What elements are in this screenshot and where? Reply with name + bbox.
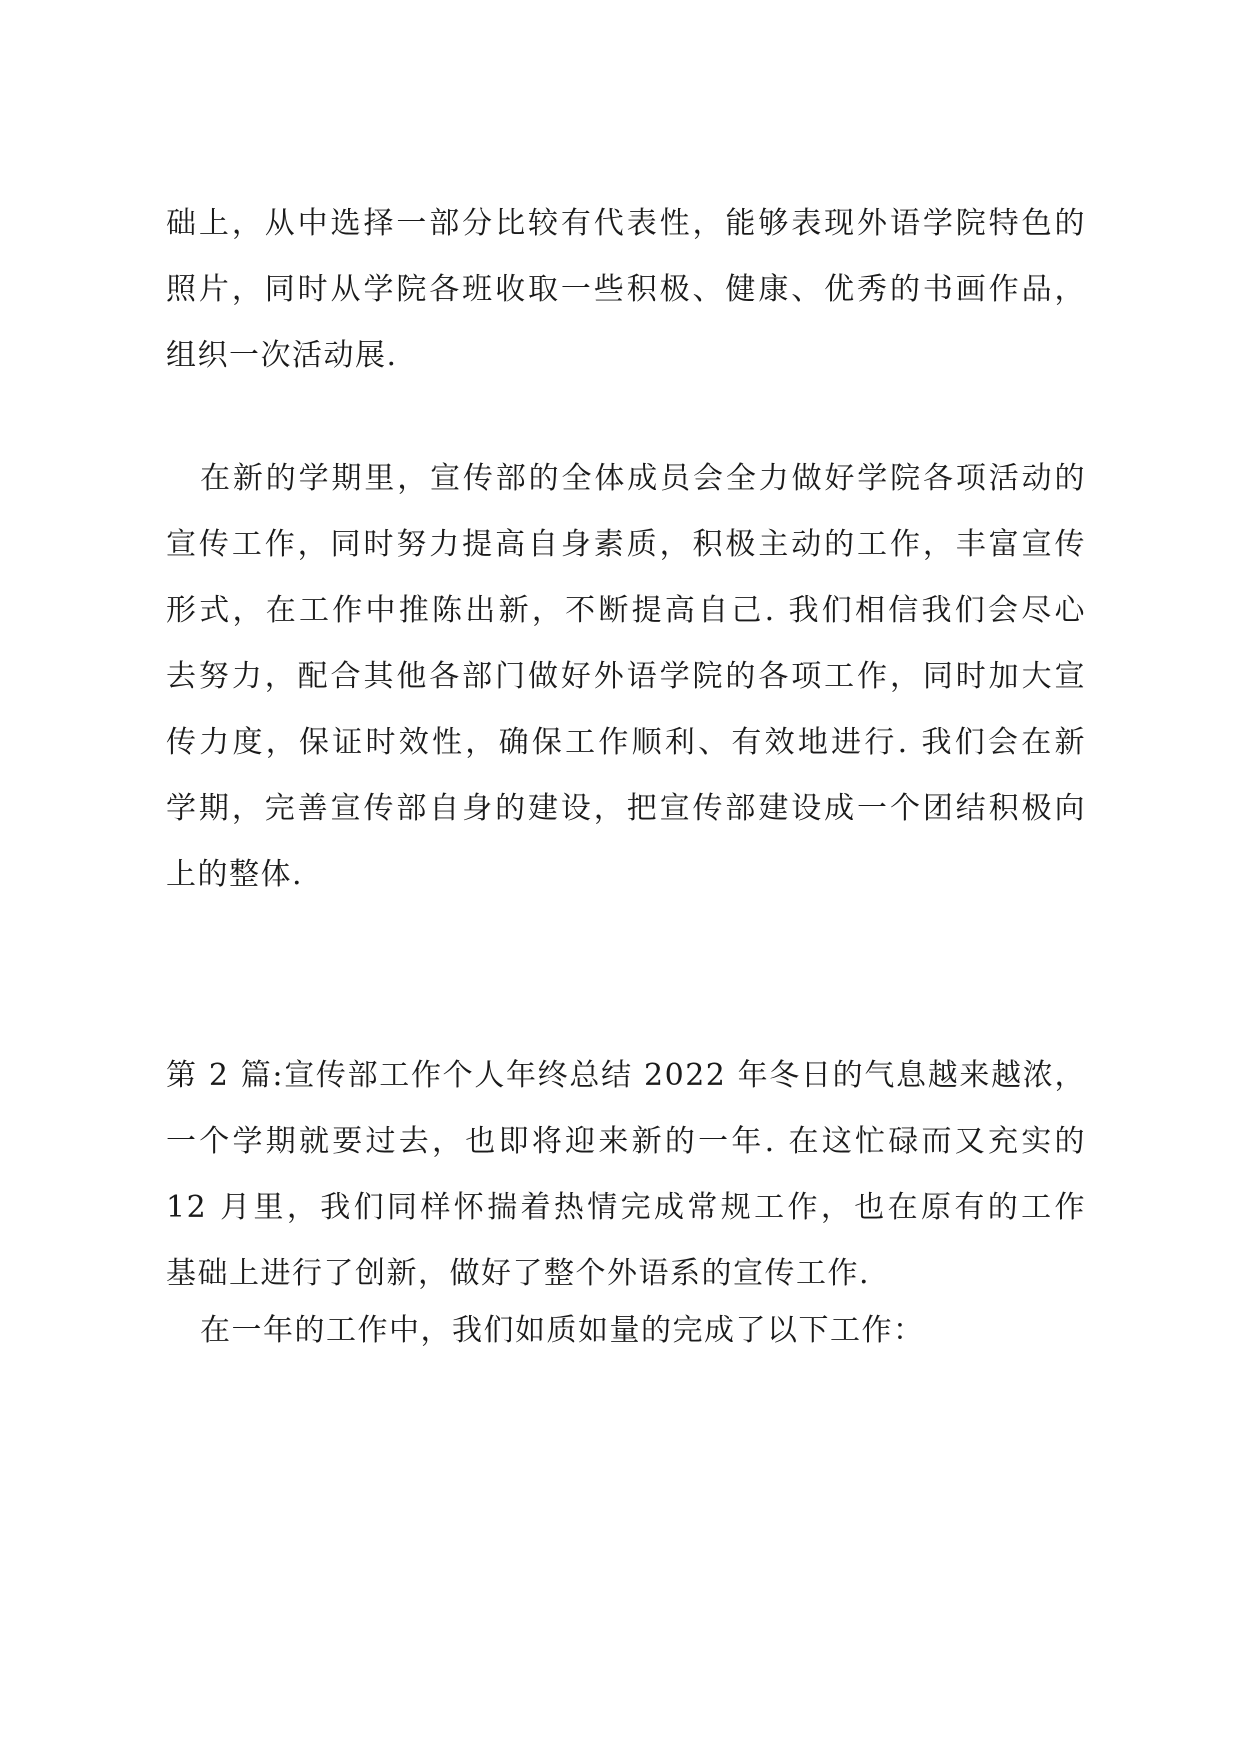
paragraph-work-list-intro (166, 1298, 1086, 1364)
paragraph-line: 一个学期就要过去，也即将迎来新的一年. 在这忙碌而又充实的 (166, 1124, 1086, 1159)
paragraph-line: 学期，完善宣传部自身的建设，把宣传部建设成一个团结积极向 (166, 791, 1086, 826)
paragraph-line: 第 2 篇:宣传部工作个人年终总结 2022 年冬日的气息越来越浓， (166, 1058, 1086, 1093)
paragraph-photo-exhibition (166, 191, 1086, 389)
paragraph-line: 在新的学期里，宣传部的全体成员会全力做好学院各项活动的 (200, 461, 1086, 496)
paragraph-line: 去努力，配合其他各部门做好外语学院的各项工作，同时加大宣 (166, 659, 1086, 694)
paragraph-article-2-intro (166, 1043, 1086, 1307)
paragraph-line: 础上，从中选择一部分比较有代表性，能够表现外语学院特色的 (166, 206, 1086, 241)
paragraph-line: 宣传工作，同时努力提高自身素质，积极主动的工作，丰富宣传 (166, 527, 1086, 562)
paragraph-new-semester (166, 446, 1086, 908)
paragraph-line: 上的整体. (166, 857, 304, 892)
paragraph-line: 基础上进行了创新，做好了整个外语系的宣传工作. (166, 1256, 871, 1291)
paragraph-line: 12 月里，我们同样怀揣着热情完成常规工作，也在原有的工作 (166, 1190, 1086, 1225)
paragraph-line: 在一年的工作中，我们如质如量的完成了以下工作： (200, 1313, 925, 1348)
paragraph-line: 组织一次活动展. (166, 338, 398, 373)
paragraph-line: 照片，同时从学院各班收取一些积极、健康、优秀的书画作品， (166, 272, 1086, 307)
paragraph-line: 传力度，保证时效性，确保工作顺利、有效地进行. 我们会在新 (166, 725, 1086, 760)
paragraph-line: 形式，在工作中推陈出新，不断提高自己. 我们相信我们会尽心 (166, 593, 1086, 628)
